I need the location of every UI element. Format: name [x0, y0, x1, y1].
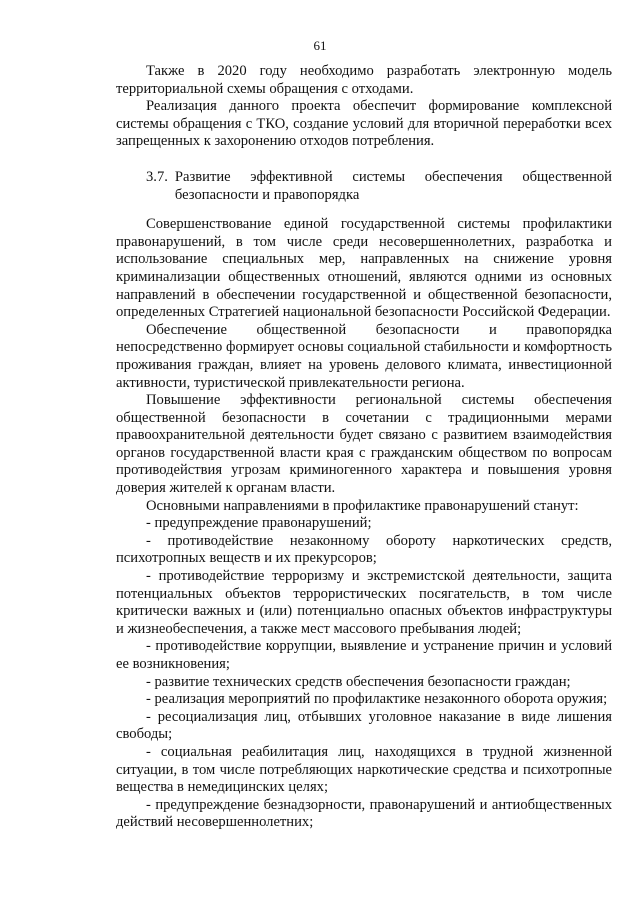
list-item: - ресоциализация лиц, отбывших уголовное наказание в виде лишения свободы;: [116, 708, 612, 743]
paragraph: Также в 2020 году необходимо разработать электронную модель территориальной схемы обращения с отходами.: [116, 63, 612, 97]
page-number: 61: [313, 38, 327, 53]
list-item: - предупреждение правонарушений;: [146, 515, 372, 532]
list-item: - реализация мероприятий по профилактике незаконного оборота оружия;: [146, 691, 608, 708]
section-heading: [116, 169, 612, 204]
list-item: - противодействие незаконному обороту наркотических средств, психотропных веществ и их прекурсоров;: [116, 532, 612, 567]
paragraph: Реализация данного проекта обеспечит формирование комплексной системы обращения с ТКО, создание условий для вторичной переработки всех запрещенных к захоронению отходов потребления.: [116, 98, 612, 150]
list-item: - предупреждение безнадзорности, правонарушений и антиобщественных действий несовершеннолетних;: [116, 796, 612, 831]
paragraph: Совершенствование единой государственной системы профилактики правонарушений, в том числе среди несовершеннолетних, разработка и использование специальных мер, направленных на снижение уровня криминализации общественных отношений, являются одними из основных направлений в обеспечении государственной и общественной безопасности, определенных Стратегией национальной безопасности Российской Федерации.: [116, 216, 612, 321]
paragraph: Обеспечение общественной безопасности и правопорядка непосредственно формирует основы социальной стабильности и комфортность проживания граждан, влияет на уровень делового климата, инвестиционной активности, туристической привлекательности региона.: [116, 321, 612, 391]
list-item: - развитие технических средств обеспечения безопасности граждан;: [146, 673, 571, 690]
section-number: 3.7.: [146, 168, 168, 185]
paragraph: Повышение эффективности региональной системы обеспечения общественной безопасности в сочетании с традиционными мерами правоохранительной деятельности будет связано с развитием взаимодействия органов государственной власти края с гражданским обществом по вопросам противодействия угрозам криминогенного характера и повышения уровня доверия жителей к органам власти.: [116, 392, 612, 497]
paragraph: Основными направлениями в профилактике правонарушений станут:: [146, 497, 579, 514]
document-body: [116, 63, 612, 832]
list-item: - противодействие терроризму и экстремистской деятельности, защита потенциальных объектов террористических посягательств, в том числе критически важных и (или) потенциально опасных объектов инфраструктуры и жизнеобеспечения, а также мест массового пребывания людей;: [116, 568, 612, 637]
list-item: - социальная реабилитация лиц, находящихся в трудной жизненной ситуации, в том числе потребляющих наркотические средства и психотропные вещества в немедицинских целях;: [116, 743, 612, 796]
section-title: Развитие эффективной системы обеспечения общественной безопасности и правопорядка: [174, 168, 612, 203]
list-item: - противодействие коррупции, выявление и устранение причин и условий ее возникновения;: [116, 638, 612, 672]
